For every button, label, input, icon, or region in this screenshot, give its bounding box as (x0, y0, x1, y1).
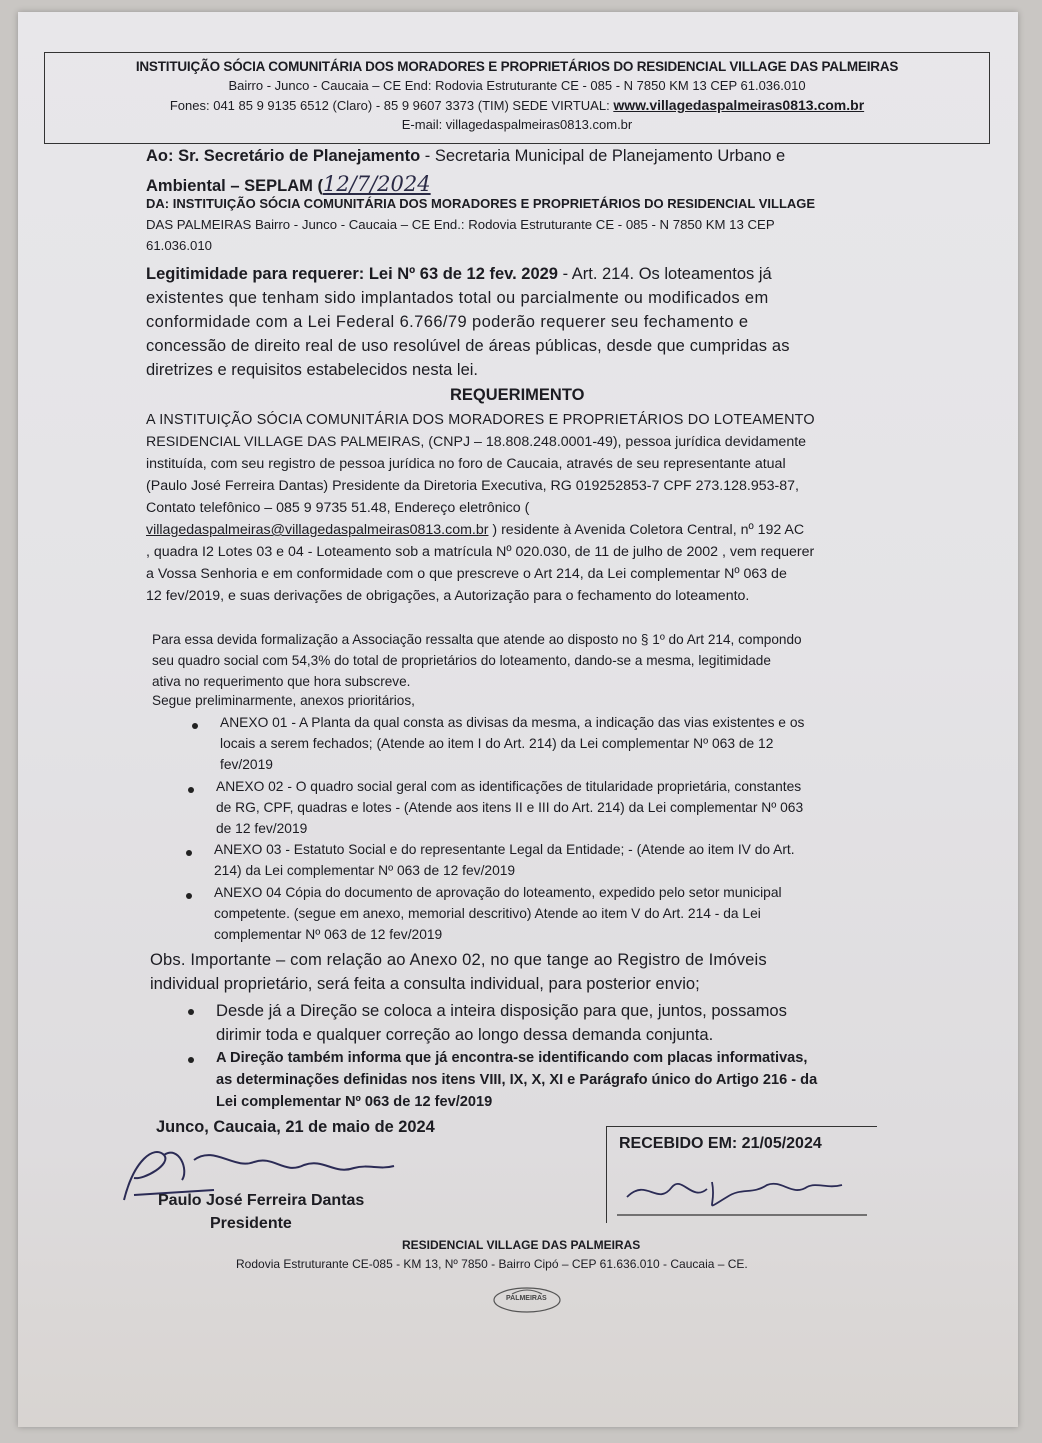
bullet-icon (188, 1057, 194, 1063)
legitimidade-line-3: conformidade com a Lei Federal 6.766/79 poderão requerer seu fechamento e (146, 313, 749, 331)
legitimidade-line-5: diretrizes e requisitos estabelecidos nesta lei. (146, 361, 479, 379)
formalizacao-line-3: ativa no requerimento que hora subscreve. (152, 674, 411, 689)
obs-line-2: individual proprietário, será feita a consulta individual, para posterior envio; (150, 974, 700, 993)
requerimento-line-4: (Paulo José Ferreira Dantas) Presidente da Diretoria Executiva, RG 019252853-7 CPF 273.128.953-87, (146, 478, 799, 494)
handwritten-protocol-date: 12/7/2024 (322, 172, 431, 196)
obs-bullet-1-line-2: dirimir toda e qualquer correção ao longo dessa demanda conjunta. (216, 1025, 714, 1044)
requerimento-line-2: RESIDENCIAL VILLAGE DAS PALMEIRAS, (CNPJ – 18.808.248.0001-49), pessoa jurídica devidamente (146, 434, 807, 450)
bullet-icon (192, 723, 198, 729)
requerimento-heading: REQUERIMENTO (450, 386, 585, 404)
footer-name: RESIDENCIAL VILLAGE DAS PALMEIRAS (402, 1238, 641, 1252)
signatory-role: Presidente (210, 1215, 292, 1232)
requerimento-line-3: instituída, com seu registro de pessoa jurídica no foro de Caucaia, através de seu representante atual (146, 456, 786, 472)
bullet-icon (186, 850, 192, 856)
document-page (18, 12, 1018, 1427)
requerimento-line-5: Contato telefônico – 085 9 9735 51.48, Endereço eletrônico ( (146, 500, 530, 516)
bullet-icon (188, 787, 194, 793)
letterhead-box (44, 52, 990, 144)
from-line-1: DA: INSTITUIÇÃO SÓCIA COMUNITÁRIA DOS MORADORES E PROPRIETÁRIOS DO RESIDENCIAL VILLAGE (146, 196, 816, 211)
letterhead-title: INSTITUIÇÃO SÓCIA COMUNITÁRIA DOS MORADORES E PROPRIETÁRIOS DO RESIDENCIAL VILLAGE DAS PALMEIRAS (135, 59, 899, 74)
anexo-02-line-3: de 12 fev/2019 (216, 821, 308, 836)
anexo-03-line-2: 214) da Lei complementar Nº 063 de 12 fev/2019 (214, 863, 516, 878)
received-label: RECEBIDO EM: 21/05/2024 (619, 1135, 822, 1152)
obs-bullet-2-line-1: A Direção também informa que já encontra-se identificando com placas informativas, (216, 1050, 808, 1066)
anexo-04-line-1: ANEXO 04 Cópia do documento de aprovação do loteamento, expedido pelo setor municipal (214, 885, 782, 900)
letterhead-email: E-mail: villagedaspalmeiras0813.com.br (401, 117, 633, 132)
signatory-name: Paulo José Ferreira Dantas (158, 1192, 365, 1209)
legitimidade-line-4: concessão de direito real de uso resolúvel de áreas públicas, desde que cumpridas as (146, 337, 790, 355)
formalizacao-line-1: Para essa devida formalização a Associação ressalta que atende ao disposto no § 1º do Art 214, compondo (152, 632, 802, 647)
place-date: Junco, Caucaia, 21 de maio de 2024 (156, 1118, 435, 1136)
anexo-04-line-2: competente. (segue em anexo, memorial descritivo) Atende ao item V do Art. 214 - da Lei (214, 906, 761, 921)
bullet-icon (186, 893, 192, 899)
legitimidade-line-2: existentes que tenham sido implantados total ou parcialmente ou modificados em (146, 289, 769, 307)
anexo-02-line-1: ANEXO 02 - O quadro social geral com as identificações de titularidade proprietária, constantes (216, 779, 802, 794)
from-line-3: 61.036.010 (146, 238, 213, 253)
anexo-01-line-3: fev/2019 (220, 757, 273, 772)
from-line-2: DAS PALMEIRAS Bairro - Junco - Caucaia – CE End.: Rodovia Estruturante CE - 085 - N 7850 KM 13 CEP (146, 217, 775, 232)
anexo-01-line-1: ANEXO 01 - A Planta da qual consta as divisas da mesma, a indicação das vias existentes e os (220, 715, 805, 730)
logo-text: PALMEIRAS (506, 1295, 547, 1302)
anexo-03-line-1: ANEXO 03 - Estatuto Social e do representante Legal da Entidade; - (Atende ao item IV do Art. (214, 842, 795, 857)
obs-line-1: Obs. Importante – com relação ao Anexo 02, no que tange ao Registro de Imóveis (150, 950, 767, 969)
requerimento-line-8: a Vossa Senhoria e em conformidade com o que prescreve o Art 214, da Lei complementar Nº 063 de (146, 566, 787, 582)
requerimento-line-7: , quadra I2 Lotes 03 e 04 - Loteamento sob a matrícula Nº 020.030, de 11 de julho de 2002 , vem requerer (146, 544, 815, 560)
letterhead-address: Bairro - Junco - Caucaia – CE End: Rodovia Estruturante CE - 085 - N 7850 KM 13 CEP 61.036.010 (228, 78, 806, 93)
legitimidade-line-1: Legitimidade para requerer: Lei Nº 63 de 12 fev. 2029 - Art. 214. Os loteamentos já (146, 265, 772, 283)
requerimento-line-9: 12 fev/2019, e suas derivações de obrigações, a Autorização para o fechamento do loteamento. (146, 588, 750, 604)
obs-bullet-1-line-1: Desde já a Direção se coloca a inteira disposição para que, juntos, possamos (216, 1001, 787, 1020)
addressee-line-2: Ambiental – SEPLAM (12/7/2024 (146, 172, 431, 196)
contact-email-link[interactable]: villagedaspalmeiras@villagedaspalmeiras0813.com.br (146, 522, 489, 538)
formalizacao-line-2: seu quadro social com 54,3% do total de proprietários do loteamento, dando-se a mesma, legitimidade (152, 653, 771, 668)
footer-address: Rodovia Estruturante CE-085 - KM 13, Nº 7850 - Bairro Cipó – CEP 61.636.010 - Caucaia – CE. (236, 1257, 748, 1271)
bullet-icon (188, 1009, 194, 1015)
requerimento-line-6: villagedaspalmeiras@villagedaspalmeiras0813.com.br ) residente à Avenida Coletora Central, nº 192 AC (146, 522, 805, 538)
letterhead-phones: Fones: 041 85 9 9135 6512 (Claro) - 85 9 9607 3373 (TIM) SEDE VIRTUAL: www.villagedaspalmeiras0813.com.br (169, 97, 865, 113)
addressee-line-1: Ao: Sr. Secretário de Planejamento - Secretaria Municipal de Planejamento Urbano e (146, 147, 786, 165)
anexo-02-line-2: de RG, CPF, quadras e lotes - (Atende aos itens II e III do Art. 214) da Lei complementar Nº 063 (216, 800, 804, 815)
receiver-signature-icon (617, 1167, 867, 1219)
received-stamp (606, 1126, 877, 1223)
website-link[interactable]: www.villagedaspalmeiras0813.com.br (613, 97, 865, 113)
anexo-01-line-2: locais a serem fechados; (Atende ao item I do Art. 214) da Lei complementar Nº 063 de 12 (220, 736, 774, 751)
residencial-logo (492, 1286, 562, 1314)
formalizacao-line-4: Segue preliminarmente, anexos prioritários, (152, 693, 415, 708)
obs-bullet-2-line-2: as determinações definidas nos itens VIII, IX, X, XI e Parágrafo único do Artigo 216 - da (216, 1072, 818, 1088)
obs-bullet-2-line-3: Lei complementar Nº 063 de 12 fev/2019 (216, 1094, 493, 1110)
requerimento-line-1: A INSTITUIÇÃO SÓCIA COMUNITÁRIA DOS MORADORES E PROPRIETÁRIOS DO LOTEAMENTO (146, 412, 815, 428)
anexo-04-line-3: complementar Nº 063 de 12 fev/2019 (214, 927, 443, 942)
